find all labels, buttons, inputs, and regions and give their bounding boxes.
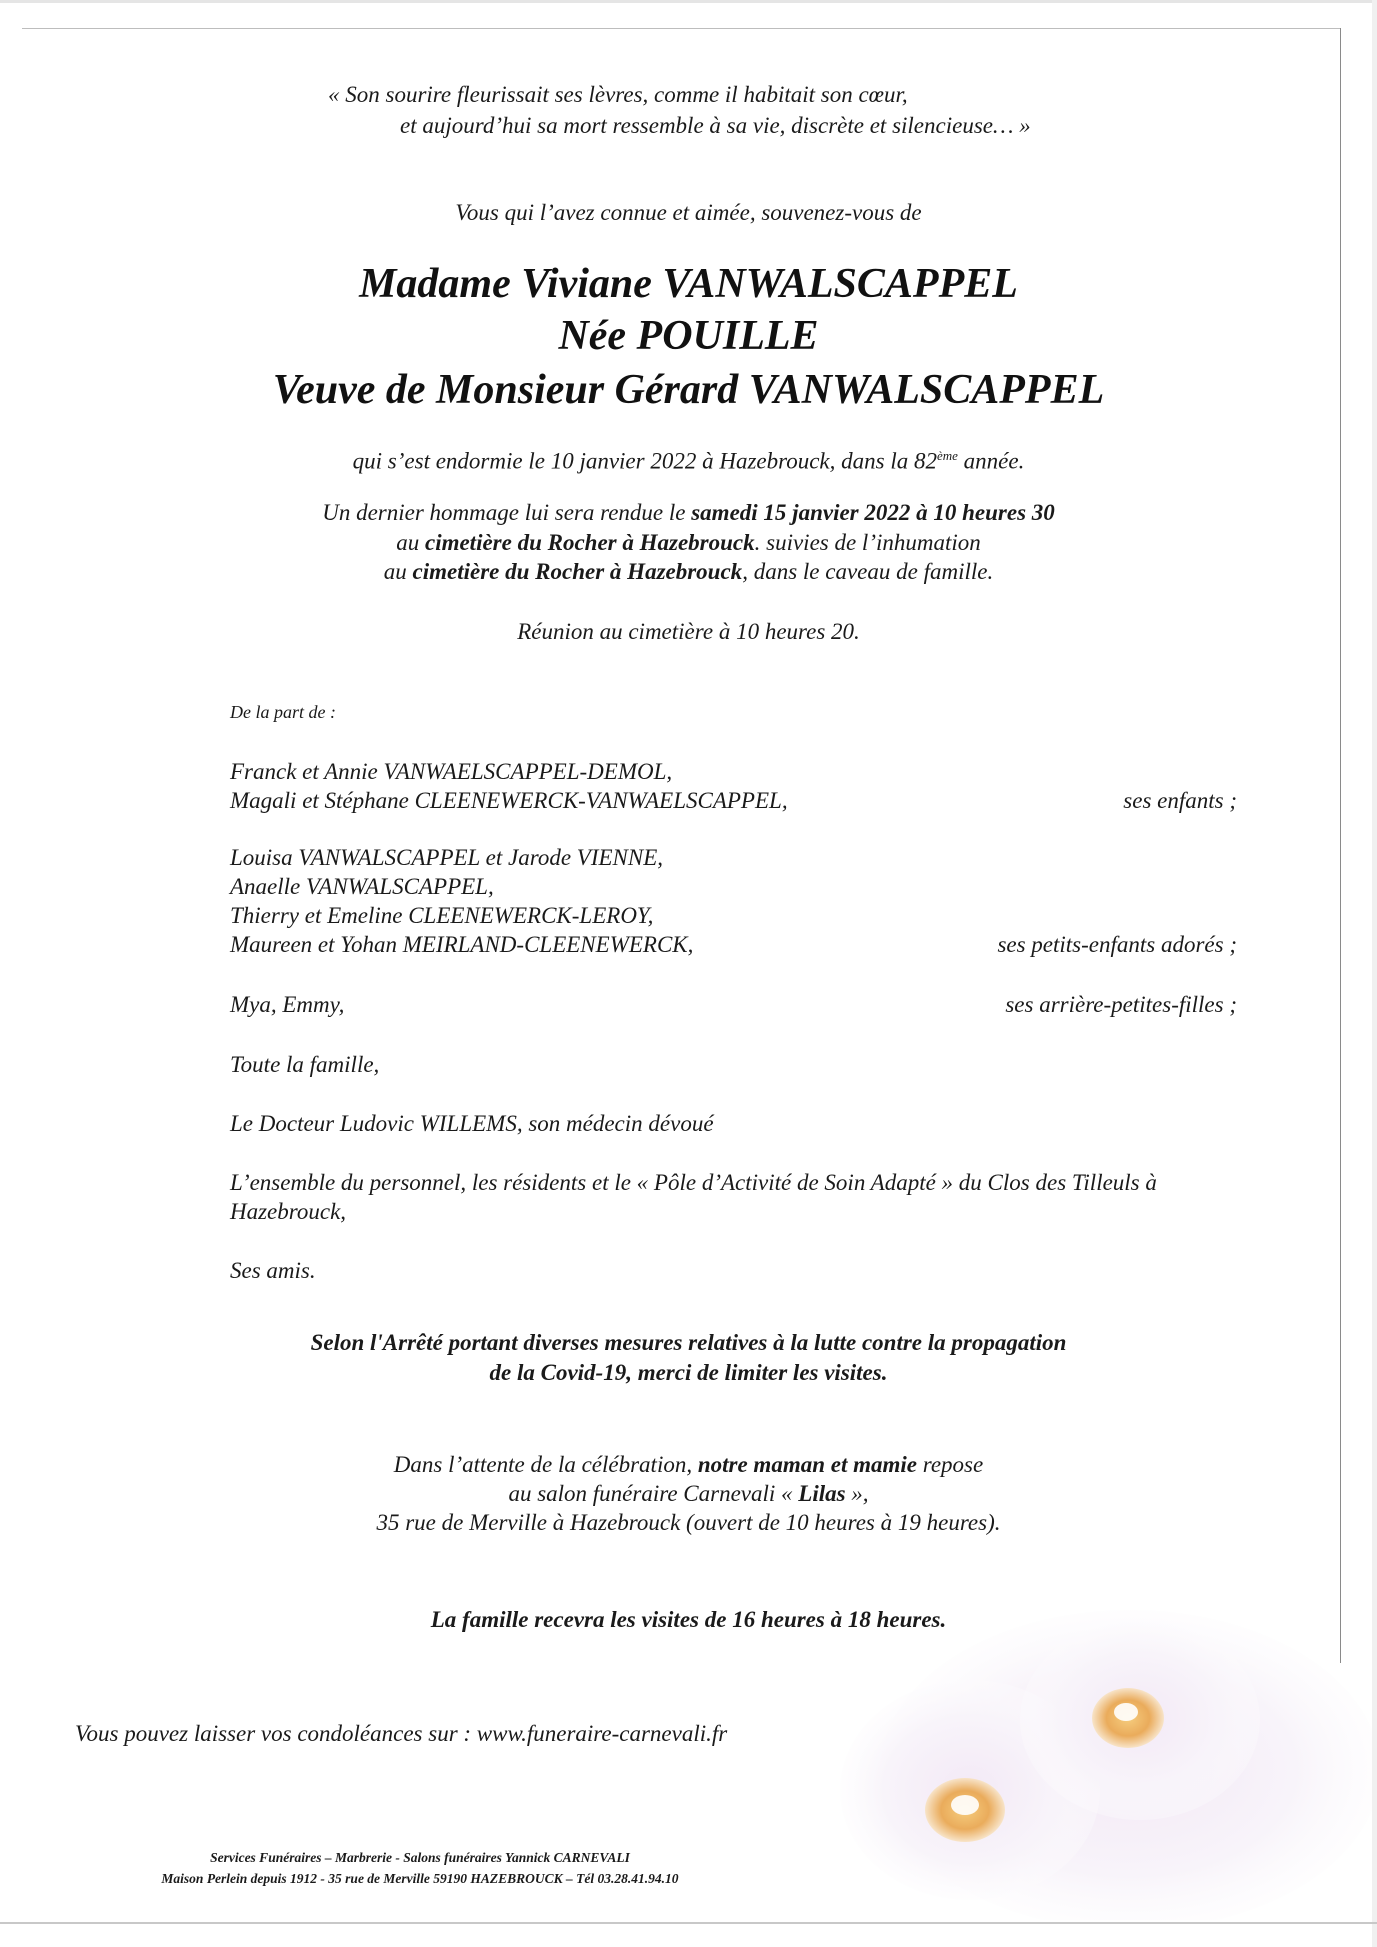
orchid-flowers-image [800, 1600, 1372, 1920]
footer-company: Services Funéraires – Marbrerie - Salons funéraires Yannick CARNEVALI [210, 1850, 630, 1865]
rest-line-2 [0, 1479, 1377, 1508]
rest-text: Dans l’attente de la célébration, [393, 1452, 698, 1477]
family-member: Maureen et Yohan MEIRLAND-CLEENEWERCK, [230, 932, 694, 957]
rest-text: au salon funéraire Carnevali « [508, 1481, 799, 1506]
condolences-text: Vous pouvez laisser vos condoléances sur : www.funeraire-carnevali.fr [75, 1721, 728, 1746]
whole-family: Toute la famille, [230, 1052, 380, 1077]
rest-emphasis: notre maman et mamie [697, 1452, 917, 1477]
quote-line-2: et aujourd’hui sa mort ressemble à sa vie, discrète et silencieuse… » [400, 113, 1031, 138]
rest-text: repose [916, 1452, 984, 1477]
page-edge-top [0, 0, 1377, 3]
death-notice [0, 441, 1377, 476]
death-text-end: année. [957, 448, 1025, 474]
covid-notice-1: Selon l'Arrêté portant diverses mesures relatives à la lutte contre la propagation [310, 1330, 1067, 1355]
widow-of: Veuve de Monsieur Gérard VANWALSCAPPEL [272, 367, 1105, 413]
death-text: qui s’est endormie le 10 janvier 2022 à Hazebrouck, dans la 82 [352, 448, 937, 474]
rest-address: 35 rue de Merville à Hazebrouck (ouvert de 10 heures à 19 heures). [376, 1510, 1001, 1535]
homage-place: cimetière du Rocher à Hazebrouck [424, 530, 755, 555]
doctor: Le Docteur Ludovic WILLEMS, son médecin dévoué [230, 1111, 714, 1136]
intro-text: Vous qui l’avez connue et aimée, souvenez-vous de [455, 200, 922, 225]
meeting-time: Réunion au cimetière à 10 heures 20. [517, 619, 860, 644]
burial-text: , dans le caveau de famille. [742, 559, 994, 584]
rest-text: », [845, 1481, 869, 1506]
homage-line-3 [0, 557, 1377, 586]
quote-line-1: « Son sourire fleurissait ses lèvres, comme il habitait son cœur, [328, 82, 908, 107]
burial-place: cimetière du Rocher à Hazebrouck [412, 559, 743, 584]
footer-address: Maison Perlein depuis 1912 - 35 rue de Merville 59190 HAZEBROUCK – Tél 03.28.41.94.10 [161, 1871, 679, 1886]
from-label: De la part de : [230, 702, 336, 722]
deceased-name: Madame Viviane VANWALSCAPPEL [359, 261, 1018, 307]
burial-text: au [383, 559, 413, 584]
relation-children: ses enfants ; [1123, 788, 1237, 813]
family-member: Magali et Stéphane CLEENEWERCK-VANWAELSCAPPEL, [230, 788, 788, 813]
maiden-name: Née POUILLE [558, 313, 819, 359]
staff-line-1: L’ensemble du personnel, les résidents et le « Pôle d’Activité de Soin Adapté » du Clos des Tilleuls à [230, 1170, 1157, 1195]
family-member: Franck et Annie VANWAELSCAPPEL-DEMOL, [230, 759, 673, 784]
rest-line-1 [0, 1450, 1377, 1479]
homage-text: au [396, 530, 425, 555]
family-member: Mya, Emmy, [230, 992, 345, 1017]
relation-great-grandchildren: ses arrière-petites-filles ; [1005, 992, 1237, 1017]
family-member: Louisa VANWALSCAPPEL et Jarode VIENNE, [230, 845, 664, 870]
homage-date: samedi 15 janvier 2022 à 10 heures 30 [691, 500, 1055, 525]
covid-notice-2: de la Covid-19, merci de limiter les visites. [489, 1360, 888, 1385]
homage-text: Un dernier hommage lui sera rendue le [322, 500, 692, 525]
ordinal-suffix: ème [936, 448, 958, 463]
homage-text: . suivies de l’inhumation [754, 530, 981, 555]
salon-name: Lilas [798, 1481, 846, 1506]
visiting-hours: La famille recevra les visites de 16 heures à 18 heures. [430, 1607, 947, 1632]
homage-line-2 [0, 528, 1377, 557]
staff-line-2: Hazebrouck, [230, 1199, 347, 1224]
relation-grandchildren: ses petits-enfants adorés ; [997, 932, 1237, 957]
frame-border-top [22, 28, 1340, 29]
family-member: Thierry et Emeline CLEENEWERCK-LEROY, [230, 903, 654, 928]
homage-line-1 [0, 498, 1377, 527]
friends: Ses amis. [230, 1258, 316, 1283]
frame-border-bottom [0, 1922, 1377, 1924]
family-member: Anaelle VANWALSCAPPEL, [230, 874, 494, 899]
